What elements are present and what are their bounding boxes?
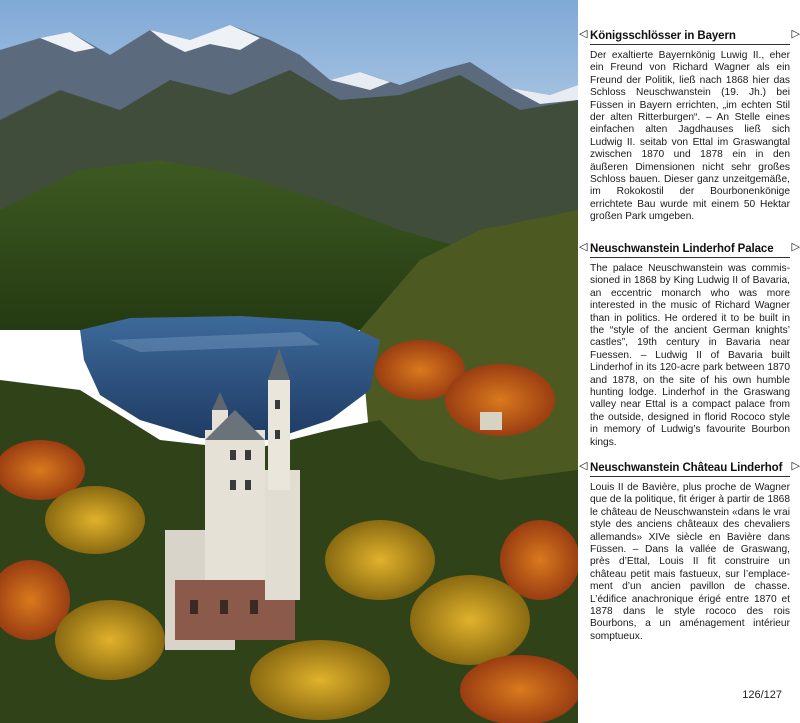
- section-header: [579, 239, 800, 258]
- triangle-right-icon: ▷: [791, 459, 800, 472]
- section-german: [579, 26, 800, 224]
- section-title: Neuschwanstein Château Linderhof: [590, 462, 783, 474]
- section-body: The palace Neuschwanstein was commissioned in 1868 by King Ludwig II of Bavaria, an eccentric monarch who was more interested in the music of Richard Wagner than in politics. He ordered it to be built in the “style of the ancient German knights’ castles”, 19th century in Bavaria near Fuessen. – Ludwig II of Bavaria built Linderhof in its 120-acre park between 1870 and 1878, on the site of his own humble hunting lodge. Linderhof in the Graswang valley near Ettal is a compact palace from the outside, designed in florid Rococo style in memory of Ludwig’s favourite Bourbon kings.: [590, 263, 790, 448]
- page-number: 126/127: [742, 689, 782, 701]
- triangle-right-icon: ▷: [791, 240, 800, 253]
- section-title: Neuschwanstein Linderhof Palace: [590, 243, 774, 255]
- section-english: [579, 239, 800, 449]
- triangle-left-icon: ◁: [579, 27, 588, 40]
- section-french: [579, 458, 800, 643]
- triangle-left-icon: ◁: [579, 240, 588, 253]
- triangle-right-icon: ▷: [791, 27, 800, 40]
- section-header: [579, 458, 800, 477]
- section-body: Der exaltierte Bayernkönig Luwig II., eher ein Freund von Richard Wagner als ein Freund der Politik, ließ nach 1868 hier das Schloss Neuschwanstein (19. Jh.) bei Füssen in Bayern errichten, „im echten Stil der alten Ritterburgen“. – An Stelle eines einfachen alten Jagdhauses ließ sich Ludwig II. seitab von Ettal im Graswangtal zwischen 1870 und 1878 ein in den äußeren Dimensionen nicht sehr großes Schloss bauen. Dieser ganz unzeitgemäße, im Rokokostil der Bourbonenkönige errichtete Bau wurde mit einem 50 Hektar großen Park umgeben.: [590, 50, 790, 223]
- triangle-left-icon: ◁: [579, 459, 588, 472]
- section-body: Louis II de Bavière, plus proche de Wagner que de la politique, fit ériger à partir de 1868 le château de Neuschwanstein «dans le vrai style des anciens châteaux des chevaliers allemands» XIVe siècle en Bavière dans Füssen. – Dans la vallée de Graswang, près d’Ettal, Louis II fit construire un château petit mais fastueux, sur l’emplacement d’un ancien pavillon de chasse. L’édifice anachronique érigé entre 1870 et 1878 dans le style rococo des rois Bourbons, a un aménagement intérieur somptueux.: [590, 482, 790, 642]
- text-column: [578, 0, 800, 723]
- section-title: Königsschlösser in Bayern: [590, 30, 736, 42]
- section-header: [579, 26, 800, 45]
